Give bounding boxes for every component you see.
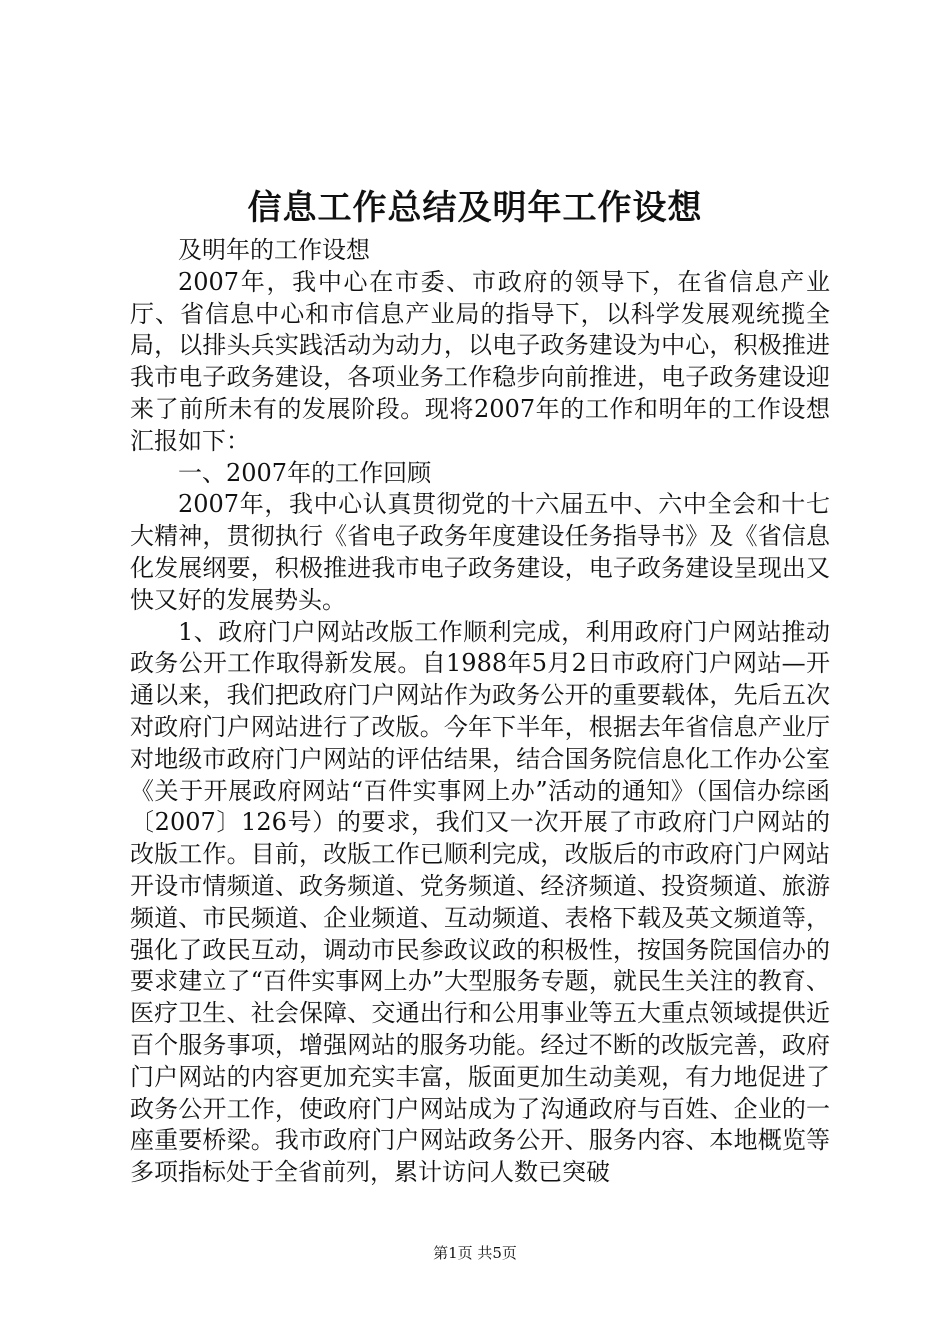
paragraph-portal-redesign: 1、政府门户网站改版工作顺利完成，利用政府门户网站推动政务公开工作取得新发展。自1988年5月2日市政府门户网站—开通以来，我们把政府门户网站作为政务公开的重要载体，先后五次对政府门户网站进行了改版。今年下半年，根据去年省信息产业厅对地级市政府门户网站的评估结果，结合国务院信息化工作办公室《关于开展政府网站“百件实事网上办”活动的通知》（国信办综函〔2007〕126号）的要求，我们又一次开展了市政府门户网站的改版工作。目前，改版工作已顺利完成，改版后的市政府门户网站开设市情频道、政务频道、党务频道、经济频道、投资频道、旅游频道、市民频道、企业频道、互动频道、表格下载及英文频道等，强化了政民互动，调动市民参政议政的积极性，按国务院国信办的要求建立了“百件实事网上办”大型服务专题，就民生关注的教育、医疗卫生、社会保障、交通出行和公用事业等五大重点领域提供近百个服务事项，增强网站的服务功能。经过不断的改版完善，政府门户网站的内容更加充实丰富，版面更加生动美观，有力地促进了政务公开工作，使政府门户网站成为了沟通政府与百姓、企业的一座重要桥梁。我市政府门户网站政务公开、服务内容、本地概览等多项指标处于全省前列，累计访问人数已突破 [130,617,830,1187]
paragraph-subtitle: 及明年的工作设想 [178,236,370,264]
document-title: 信息工作总结及明年工作设想 [247,188,703,228]
section-heading-review: 一、2007年的工作回顾 [178,458,432,487]
paragraph-intro: 2007年，我中心在市委、市政府的领导下，在省信息产业厅、省信息中心和市信息产业局的指导下，以科学发展观统揽全局，以排头兵实践活动为动力，以电子政务建设为中心，积极推进我市电子政务建设，各项业务工作稳步向前推进，电子政务建设迎来了前所未有的发展阶段。现将2007年的工作和明年的工作设想汇报如下： [130,267,830,455]
document-body [130,235,830,1189]
paragraph-review-summary: 2007年，我中心认真贯彻党的十六届五中、六中全会和十七大精神，贯彻执行《省电子政务年度建设任务指导书》及《省信息化发展纲要，积极推进我市电子政务建设，电子政务建设呈现出又快又好的发展势头。 [130,490,830,614]
page-footer: 第1页 共5页 [433,1244,517,1262]
